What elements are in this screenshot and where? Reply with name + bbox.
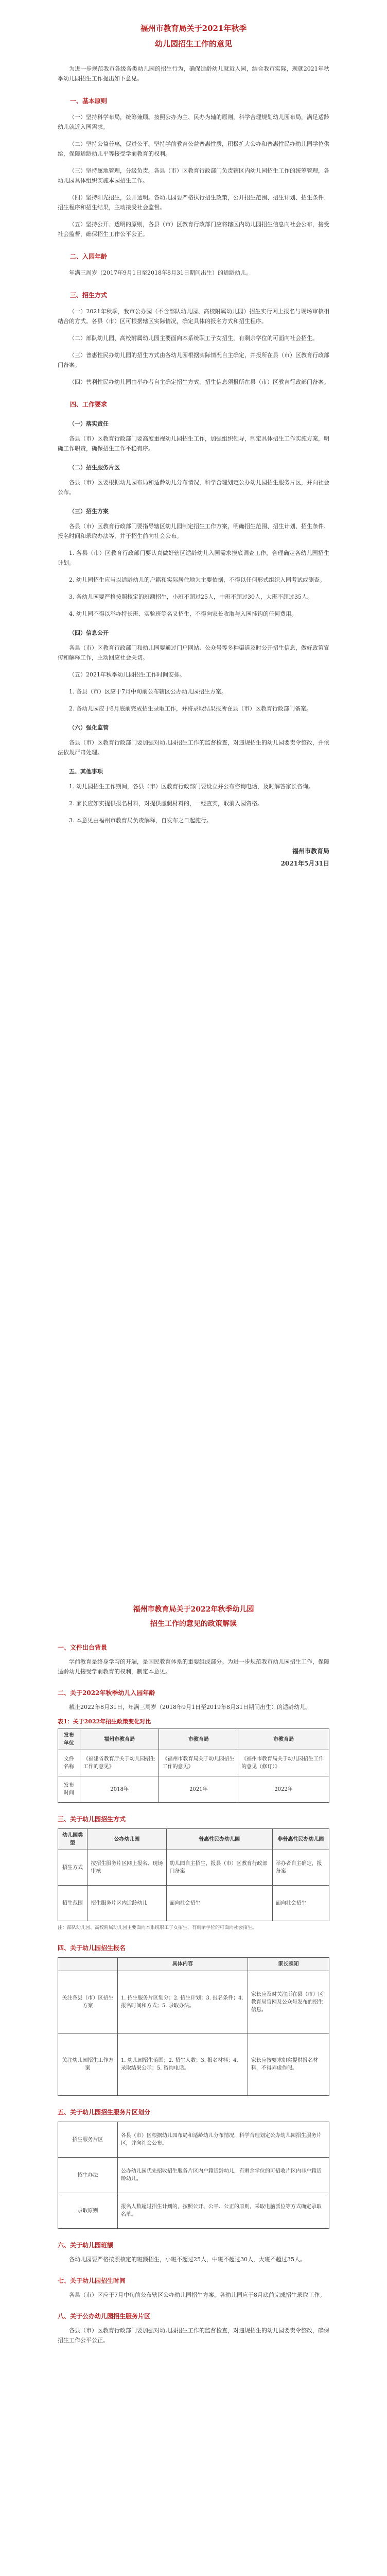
table-cell: 各县（市）区根据幼儿园布局和适龄幼儿分布情况，科学合理划定公办幼儿园招生服务片区，并向社会公布。 [117,2122,329,2158]
work-paragraph: 4. 幼儿园不得以举办特长班、实验班等名义招生，不得向家长收取与入园挂钩的任何费用。 [69,611,297,617]
table-cell: 家长应按要求如实提供报名材料，不得弄虚作假。 [248,2033,329,2096]
table-header: 家长须知 [248,1958,329,1971]
table-cell: 幼儿园自主招生，报县（市）区教育行政部门备案 [166,1850,272,1886]
table-cell: 2022年 [238,1776,329,1803]
heading: 八、关于公办幼儿园招生服务片区 [58,2313,151,2320]
principle-paragraph: （四）坚持阳光招生，公开透明。各幼儿园要严格执行招生政策，公开招生范围、招生计划、招生条件、招生程序和招生结果，主动接受社会监督。 [58,194,329,211]
table-cell: 文件名称 [58,1750,80,1776]
table-header: 普惠性民办幼儿园 [166,1829,272,1850]
heading: 四、关于幼儿园招生报名 [58,1944,126,1952]
table-cell: 面向社会招生 [272,1886,329,1921]
table-cell: 报名人数超过招生计划的，按照公开、公平、公正的原则，采取电脑派位等方式确定录取名单。 [117,2193,329,2229]
age-paragraph: 年满三周岁（2017年9月1日至2018年8月31日期间出生）的适龄幼儿。 [69,269,252,276]
table-header: 市教育局 [238,1729,329,1750]
notice-b-title [58,1602,329,1631]
work-paragraph: 1. 各县（市）区教育行政部门要认真做好辖区适龄幼儿入园需求摸底调查工作，合理确定各幼儿园招生计划。 [58,550,329,566]
work-paragraph: 2. 家长应如实提供报名材料，对提供虚假材料的，一经查实，取消入园资格。 [69,800,263,807]
work-paragraph: 2. 幼儿园招生应当以适龄幼儿的户籍和实际居住地为主要依据，不得以任何形式组织入园考试或测查。 [69,577,325,583]
notice-a-title-line2: 幼儿园招生工作的意见 [154,39,232,48]
table-cell: 《福州市教育局关于幼儿园招生工作的意见》 [159,1750,238,1776]
table-cell: 1. 招生服务片区划分；2. 招生计划；3. 报名条件；4. 报名时间和方式；5. 录取办法。 [117,1971,248,2033]
table-header [58,1958,118,1971]
table-cell: 家长应及时关注所在县（市）区教育局官网及公众号发布的招生信息。 [248,1971,329,2033]
heading: 七、关于幼儿园招生时间 [58,2277,126,2284]
table-cell: 招生方式 [58,1850,87,1886]
work-paragraph: （五）2021年秋季幼儿园招生工作时间安排。 [69,671,185,678]
principle-paragraph: （二）坚持公益普惠，促进公平。坚持学前教育公益普惠性质，积极扩大公办和普惠性民办幼儿园学位供给，保障适龄幼儿平等接受学前教育的权利。 [58,141,329,157]
table-cell: 2018年 [80,1776,159,1803]
table-cell: 招生范围 [58,1886,87,1921]
notice-a-title-line1: 福州市教育局关于2021年秋季 [140,24,247,33]
intro-paragraph: 为进一步规范我市各级各类幼儿园的招生行为，确保适龄幼儿就近入园，结合我市实际，现就2021年秋季幼儿园招生工作提出如下意见。 [58,65,329,82]
notice-b [0,1571,387,2576]
notice-b-title-line2: 招生工作的意见的政策解读 [150,1620,237,1628]
work-paragraph: 3. 各幼儿园要严格按照核定的班额招生，小班不超过25人，中班不超过30人，大班不超过35人。 [69,594,313,600]
table-cell: 招生服务片区 [58,2122,118,2158]
enrollment-method-table [58,1828,329,1931]
service-area-table [58,2122,329,2229]
policy-table [58,1728,329,1803]
principle-paragraph: （三）坚持属地管理，分级负责。各县（市）区教育行政部门负责辖区内幼儿园招生工作的统筹管理，各幼儿园具体组织实施本园招生工作。 [58,167,329,184]
work-paragraph: 3. 本意见由福州市教育局负责解释，自发布之日起施行。 [69,817,212,824]
table-cell: 按招生服务片区网上报名、现场审核 [87,1850,166,1886]
table-header: 市教育局 [159,1729,238,1750]
heading: 五、关于幼儿园招生服务片区划分 [58,2109,151,2116]
notice-b-title-line1: 福州市教育局关于2022年秋季幼儿园 [133,1605,254,1614]
work-paragraph: 各县（市）区教育行政部门要加强对幼儿园招生工作的监督检查，对违规招生的幼儿园要责令整改，并依法依规严肃处理。 [58,739,329,756]
table-cell: 招生办法 [58,2158,118,2193]
table-cell: 公办幼儿园优先招收招生服务片区内户籍适龄幼儿，有剩余学位的可招收片区内非户籍适龄幼儿。 [117,2158,329,2193]
work-paragraph: 2. 各幼儿园应于8月底前完成招生录取工作，并将录取结果报所在县（市）区教育行政部门备案。 [69,705,312,712]
subheading: 五、其他事项 [69,768,103,775]
subheading: （一）落实责任 [69,420,109,427]
paragraph: 学前教育是终身学习的开端，是国民教育体系的重要组成部分。为进一步规范我市幼儿园招生工作，保障适龄幼儿接受学前教育的权利，制定本意见。 [58,1658,329,1675]
table-header: 公办幼儿园 [87,1829,166,1850]
heading-scope: 三、招生方式 [70,292,108,299]
heading: 一、文件出台背景 [58,1644,108,1651]
table-cell: 关注幼儿园招生工作方案 [58,2033,118,2096]
table-cell: 招生服务片区内适龄幼儿 [87,1886,166,1921]
scope-paragraph: （三）普惠性民办幼儿园的招生方式由各幼儿园根据实际情况自主确定，并报所在县（市）区教育行政部门备案。 [58,352,329,368]
table-caption: 表1：关于2022年招生政策变化对比 [58,1718,151,1725]
paragraph: 各县（市）区教育行政部门要加强对幼儿园招生工作的监督检查，对违规招生的幼儿园要责令整改，确保招生工作公平公正。 [58,2327,329,2344]
table-header: 发布单位 [58,1729,80,1750]
table-cell: 关注各县（市）区招生方案 [58,1971,118,2033]
scope-paragraph: （一）2021年秋季，我市公办园（不含部队幼儿园、高校附属幼儿园）招生实行网上报名与现场审核相结合的方式。各县（市）区可根据辖区实际情况，确定具体的报名方式和招生程序。 [58,308,329,325]
work-paragraph: 1. 幼儿园招生工作期间，各县（市）区教育行政部门要设立并公布咨询电话，及时解答家长咨询。 [69,783,314,790]
work-paragraph: 各县（市）区教育行政部门要指导辖区幼儿园制定招生工作方案，明确招生范围、招生计划、招生条件、报名时间和录取办法等，并于招生前向社会公布。 [58,523,329,539]
table-cell: 面向社会招生 [166,1886,272,1921]
signer: 福州市教育局 [292,848,329,855]
table-header: 非普惠性民办幼儿园 [272,1829,329,1850]
scope-paragraph: （二）部队幼儿园、高校附属幼儿园主要面向本系统职工子女招生，有剩余学位的可面向社会招生。 [69,335,318,342]
principle-paragraph: （一）坚持科学布局，统筹兼顾。按照公办为主、民办为辅的原则，科学合理规划幼儿园布局，满足适龄幼儿就近入园需求。 [58,114,329,130]
heading: 二、关于2022年秋季幼儿入园年龄 [58,1689,155,1697]
heading: 六、关于幼儿园班额 [58,2242,114,2249]
work-paragraph: 各县（市）区要根据幼儿园布局和适龄幼儿分布情况，科学合理划定公办幼儿园招生服务片区，并向社会公布。 [58,479,329,496]
heading-principle: 一、基本原则 [70,97,108,105]
heading: 三、关于幼儿园招生方式 [58,1816,126,1823]
signed-date: 2021年5月31日 [280,860,329,867]
paragraph: 截止2022年8月31日，年满三周岁（2018年9月1日至2019年8月31日期间出生）的适龄幼儿。 [69,1704,311,1710]
notice-a-title [58,21,329,52]
registration-table [58,1957,329,2096]
scope-paragraph: （四）营利性民办幼儿园由举办者自主确定招生方式，招生信息须报所在县（市）区教育行政部门备案。 [69,379,329,385]
table-header: 幼儿园类型 [58,1829,87,1850]
table-cell: 举办者自主确定，报备案 [272,1850,329,1886]
table-header: 具体内容 [117,1958,248,1971]
table-cell: 《福建省教育厅关于幼儿园招生工作的意见》 [80,1750,159,1776]
table-note: 注：部队幼儿园、高校附属幼儿园主要面向本系统职工子女招生，有剩余学位的可面向社会招生。 [58,1925,257,1930]
paragraph: 各幼儿园要严格按照核定的班额招生，小班不超过25人，中班不超过30人，大班不超过35人。 [69,2256,306,2263]
table-cell: 2021年 [159,1776,238,1803]
heading-age: 二、入园年龄 [70,253,108,260]
work-paragraph: 1. 各县（市）区应于7月中旬前公布辖区公办幼儿园招生方案。 [69,688,227,695]
subheading: （二）招生服务片区 [69,464,120,471]
principle-paragraph: （五）坚持公开、透明的原则，各县（市）区教育行政部门应将辖区内幼儿园招生信息向社会公布，接受社会监督，确保招生工作公平公正。 [58,221,329,238]
table-cell: 1. 幼儿园招生范围；2. 招生人数；3. 报名材料；4. 录取结果公示；5. 咨询电话。 [117,2033,248,2096]
paragraph: 各县（市）区应于7月中旬前公布辖区公办幼儿园招生方案，各幼儿园应于8月底前完成招生录取工作。 [69,2292,325,2298]
work-paragraph: 各县（市）区教育行政部门要高度重视幼儿园招生工作，加强组织领导，制定具体招生工作实施方案，明确工作职责，确保招生工作平稳有序。 [58,435,329,452]
table-cell: 《福州市教育局关于幼儿园招生工作的意见（修订）》 [238,1750,329,1776]
heading-work: 四、工作要求 [70,401,108,408]
table-header: 福州市教育局 [80,1729,159,1750]
table-cell: 发布时间 [58,1776,80,1803]
subheading: （三）招生方案 [69,508,109,515]
subheading: （四）信息公开 [69,630,109,636]
work-paragraph: 各县（市）区教育行政部门和幼儿园要通过门户网站、公众号等多种渠道及时公开招生信息，做好政策宣传和解释工作，主动回应社会关切。 [58,645,329,661]
subheading: （六）强化监管 [69,724,109,731]
table-cell: 录取原则 [58,2193,118,2229]
